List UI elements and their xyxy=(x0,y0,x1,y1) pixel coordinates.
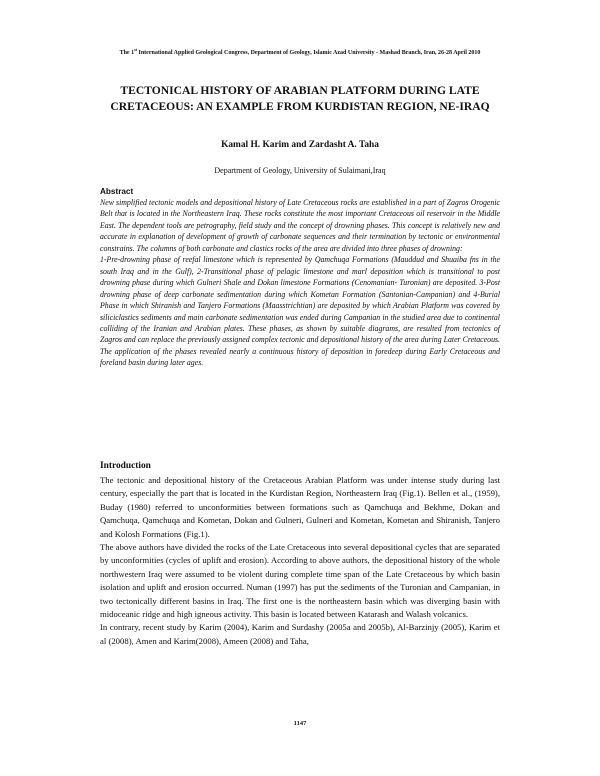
header-prefix: The 1 xyxy=(119,50,135,56)
introduction-paragraph: The tectonic and depositional history of the Cretaceous Arabian Platform was under intense study during last century, especially the part that is located in the Kurdistan Region, Northeastern Iraq (Fig.1). Bellen et al., (1959), Buday (1980) referred to unconformities between formations such as Qamchuqa and Bekhme, Dokan and Qamchuqa, Qamchuqa and Kometan, Dokan and Gulneri, Gulneri and Kometan, Kometan and Shiranish, Tanjero and Kolosh Formations (Fig.1). xyxy=(100,475,500,539)
conference-header xyxy=(60,49,540,57)
page-number: 1147 xyxy=(293,720,307,727)
abstract-body xyxy=(100,197,500,369)
header-superscript: st xyxy=(134,47,137,52)
paper-title: TECTONICAL HISTORY OF ARABIAN PLATFORM DURING LATE CRETACEOUS: AN EXAMPLE FROM KURDISTAN REGION, NE-IRAQ xyxy=(110,84,490,113)
author-affiliation: Department of Geology, University of Sulaimani,Iraq xyxy=(214,166,386,175)
introduction-heading: Introduction xyxy=(100,461,151,471)
header-suffix: International Applied Geological Congress, Department of Geology, Islamic Azad University - Mashad Branch, Iran, 26-28 April 2010 xyxy=(137,50,481,56)
introduction-body xyxy=(100,474,500,648)
introduction-paragraph: The above authors have divided the rocks of the Late Cretaceous into several depositional cycles that are separated by unconformities (cycles of uplift and erosion). According to above authors, the depositional history of the whole northwestern Iraq were assumed to be violent during complete time span of the Late Cretaceous by which basin isolation and uplift and erosion occurred. Numan (1997) has put the sediments of the Turonian and Campanian, in two tectonically different basins in Iraq. The first one is the northeastern basin which was diverging basin with midoceanic ridge and high igneous activity. This basin is located between Katarash and Walash volcanics. xyxy=(100,542,500,620)
abstract-heading: Abstract xyxy=(100,187,134,196)
introduction-paragraph: In contrary, recent study by Karim (2004), Karim and Surdashy (2005a and 2005b), Al-Barzinjy (2005), Karim et al (2008), Amen and Karim(2008), Ameen (2008) and Taha, xyxy=(100,622,500,646)
paper-authors: Kamal H. Karim and Zardasht A. Taha xyxy=(221,140,379,150)
abstract-paragraph: New simplified tectonic models and depositional history of Late Cretaceous rocks are established in a part of Zagros Orogenic Belt that is located in the Northeastern Iraq. These rocks constitute the most important Cretaceous oil reservoir in the Middle East. The dependent tools are petrography, field study and the concept of drowning phases. This concept is relatively new and accurate in explanation of development of growth of carbonate sequences and their termination by tectonic or environmental constrains. The columns of both carbonate and clastics rocks of the area are divided into three phases of drowning: xyxy=(100,198,500,253)
abstract-paragraph: 1-Pre-drowning phase of reefal limestone which is represented by Qamchuqa Formations (Mauddud and Shuaiba fns in the south Iraq and in the Gulf), 2-Transitional phase of pelagic limestone and marl deposition which is transitional to post drowning phase during which Gulneri Shale and Dokan limestone Formations (Cenomanian- Turonian) are deposited. 3-Post drowning phase of deep carbonate sedimentation during which Kometan Formation (Santonian-Campanian) and 4-Burial Phase in which Shiranish and Tanjero Formations (Maasstrichtian) are deposited by which Arabian Platform was covered by siliciclastics sediments and main carbonate sedimentation was ended during Campanian in the studied area due to continental colliding of the Iranian and Arabian plates. These phases, as shown by suitable diagrams, are resulted from tectonics of Zagros and can replace the previously assigned complex tectonic and depositional history of the area during Later Cretaceous. The application of the phases revealed nearly a continuous history of deposition in foredeep during Early Cretaceous and foreland basin during later ages. xyxy=(100,255,500,368)
